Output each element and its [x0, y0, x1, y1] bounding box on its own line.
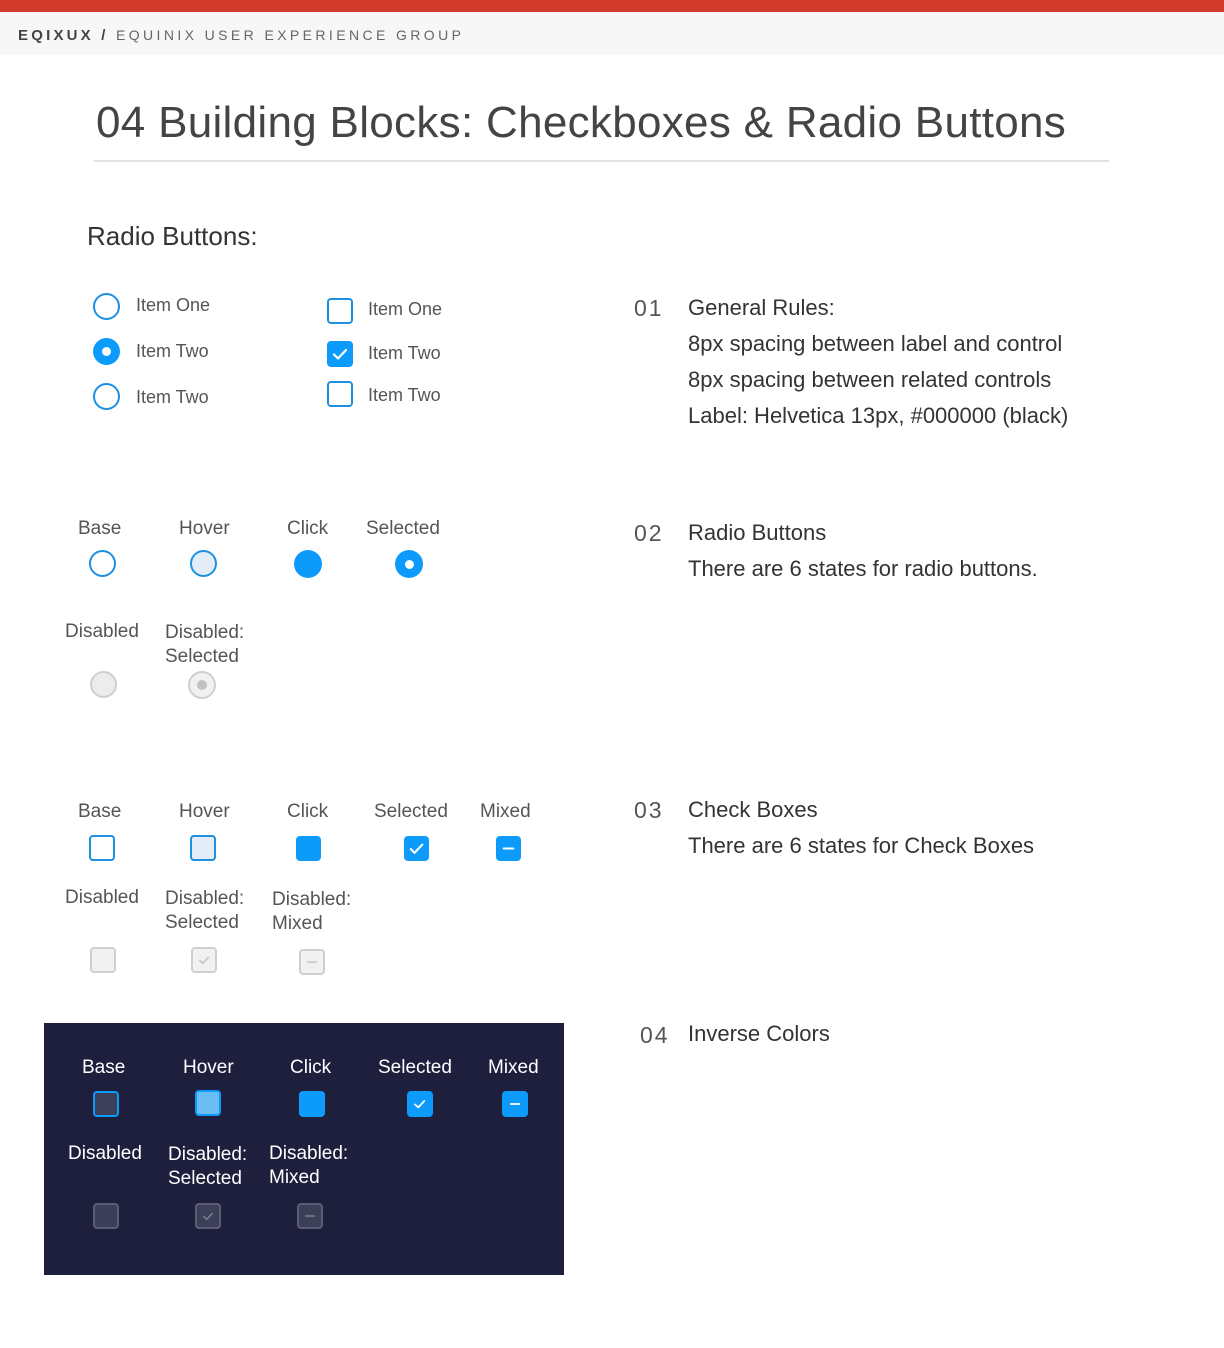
- label-line: Disabled:: [272, 889, 352, 910]
- radio-state-hover-label: Hover: [179, 518, 230, 539]
- rule-inverse-colors: [688, 1016, 830, 1052]
- radio-disabled-selected: [188, 671, 216, 699]
- label-line: Disabled:: [165, 888, 245, 909]
- rule-radio-buttons: [688, 515, 1038, 587]
- checkmark-icon: [197, 1205, 219, 1227]
- brand-breadcrumb: [18, 27, 464, 44]
- inverse-checkbox-base[interactable]: [93, 1091, 119, 1117]
- example-checkbox-item-one[interactable]: [327, 298, 353, 324]
- rule-general: [688, 290, 1068, 434]
- page-title: 04 Building Blocks: Checkboxes & Radio Buttons: [96, 98, 1067, 147]
- checkbox-disabled: [90, 947, 116, 973]
- checkbox-state-disabled-label: Disabled: [65, 887, 139, 908]
- inverse-state-selected-label: Selected: [378, 1057, 452, 1078]
- rule-heading: Check Boxes: [688, 797, 818, 822]
- inverse-state-click-label: Click: [290, 1057, 332, 1078]
- minus-icon: [496, 836, 521, 861]
- example-radio-label: Item Two: [136, 341, 209, 361]
- rule-number: 04: [640, 1022, 670, 1048]
- checkbox-selected[interactable]: [404, 836, 429, 861]
- inverse-state-disabled-mixed-label: [269, 1142, 348, 1190]
- rule-line: 8px spacing between related controls: [688, 367, 1052, 392]
- checkbox-state-disabled-mixed-label: [272, 888, 351, 936]
- minus-icon: [301, 951, 323, 973]
- inverse-state-mixed-label: Mixed: [488, 1057, 539, 1078]
- inverse-checkbox-click[interactable]: [299, 1091, 325, 1117]
- brand-name: EQIXUX: [18, 27, 94, 44]
- radio-hover[interactable]: [190, 550, 217, 577]
- inverse-checkbox-hover[interactable]: [195, 1090, 221, 1116]
- minus-icon: [504, 1093, 526, 1115]
- checkmark-icon: [327, 341, 353, 367]
- example-checkbox-item-two-checked[interactable]: [327, 341, 353, 367]
- checkbox-click[interactable]: [296, 836, 321, 861]
- checkbox-state-base-label: Base: [78, 801, 122, 822]
- inverse-state-hover-label: Hover: [183, 1057, 234, 1078]
- inverse-state-disabled-label: Disabled: [68, 1143, 142, 1164]
- checkbox-state-click-label: Click: [287, 801, 329, 822]
- rule-heading: Inverse Colors: [688, 1021, 830, 1046]
- checkbox-mixed[interactable]: [496, 836, 521, 861]
- inverse-state-base-label: Base: [82, 1057, 126, 1078]
- minus-icon: [299, 1205, 321, 1227]
- label-line: Selected: [168, 1168, 242, 1189]
- example-radio-item-three[interactable]: [93, 383, 120, 410]
- radio-selected[interactable]: [395, 550, 423, 578]
- example-radio-label: Item One: [136, 295, 211, 315]
- label-line: Disabled:: [165, 622, 245, 643]
- checkbox-state-mixed-label: Mixed: [480, 801, 531, 822]
- checkmark-icon: [193, 949, 215, 971]
- example-checkbox-label: Item One: [368, 299, 443, 319]
- label-line: Disabled:: [168, 1144, 248, 1165]
- checkbox-state-disabled-selected-label: [165, 887, 244, 935]
- inverse-checkbox-disabled: [93, 1203, 119, 1229]
- rule-number: 03: [634, 797, 664, 823]
- example-checkbox-label: Item Two: [368, 385, 441, 405]
- inverse-checkbox-disabled-selected: [195, 1203, 221, 1229]
- radio-state-selected-label: Selected: [366, 518, 440, 539]
- inverse-checkbox-disabled-mixed: [297, 1203, 323, 1229]
- checkbox-disabled-mixed: [299, 949, 325, 975]
- radio-click[interactable]: [294, 550, 322, 578]
- radio-disabled: [90, 671, 117, 698]
- rule-number: 01: [634, 295, 664, 321]
- radio-state-disabled-selected-label: [165, 621, 244, 669]
- inverse-checkbox-selected[interactable]: [407, 1091, 433, 1117]
- rule-heading: General Rules:: [688, 295, 835, 320]
- label-line: Mixed: [272, 913, 323, 934]
- example-radio-item-one[interactable]: [93, 293, 120, 320]
- rule-line: Label: Helvetica 13px, #000000 (black): [688, 403, 1069, 428]
- checkbox-hover[interactable]: [190, 835, 216, 861]
- checkmark-icon: [409, 1093, 431, 1115]
- rule-heading: Radio Buttons: [688, 520, 827, 545]
- checkbox-disabled-selected: [191, 947, 217, 973]
- top-accent-bar: [0, 0, 1224, 12]
- brand-subtitle: EQUINIX USER EXPERIENCE GROUP: [116, 27, 465, 43]
- label-line: Selected: [165, 646, 239, 667]
- inverse-colors-panel: [44, 1023, 564, 1275]
- radio-base[interactable]: [89, 550, 116, 577]
- label-line: Disabled:: [269, 1143, 349, 1164]
- example-radio-item-two-selected[interactable]: [93, 338, 120, 365]
- rule-line: There are 6 states for Check Boxes: [688, 833, 1035, 858]
- rule-check-boxes: [688, 792, 1034, 864]
- checkbox-base[interactable]: [89, 835, 115, 861]
- radio-state-base-label: Base: [78, 518, 122, 539]
- title-divider: [94, 160, 1109, 162]
- label-line: Selected: [165, 912, 239, 933]
- example-checkbox-item-three[interactable]: [327, 381, 353, 407]
- example-checkbox-label: Item Two: [368, 343, 441, 363]
- section-label: Radio Buttons:: [87, 221, 258, 251]
- inverse-state-disabled-selected-label: [168, 1143, 247, 1191]
- rule-number: 02: [634, 520, 664, 546]
- example-radio-label: Item Two: [136, 387, 209, 407]
- radio-state-click-label: Click: [287, 518, 329, 539]
- radio-state-disabled-label: Disabled: [65, 621, 139, 642]
- inverse-checkbox-mixed[interactable]: [502, 1091, 528, 1117]
- checkbox-state-hover-label: Hover: [179, 801, 230, 822]
- rule-line: There are 6 states for radio buttons.: [688, 556, 1038, 581]
- label-line: Mixed: [269, 1167, 320, 1188]
- checkbox-state-selected-label: Selected: [374, 801, 448, 822]
- rule-line: 8px spacing between label and control: [688, 331, 1063, 356]
- checkmark-icon: [404, 836, 429, 861]
- brand-separator: /: [101, 27, 109, 44]
